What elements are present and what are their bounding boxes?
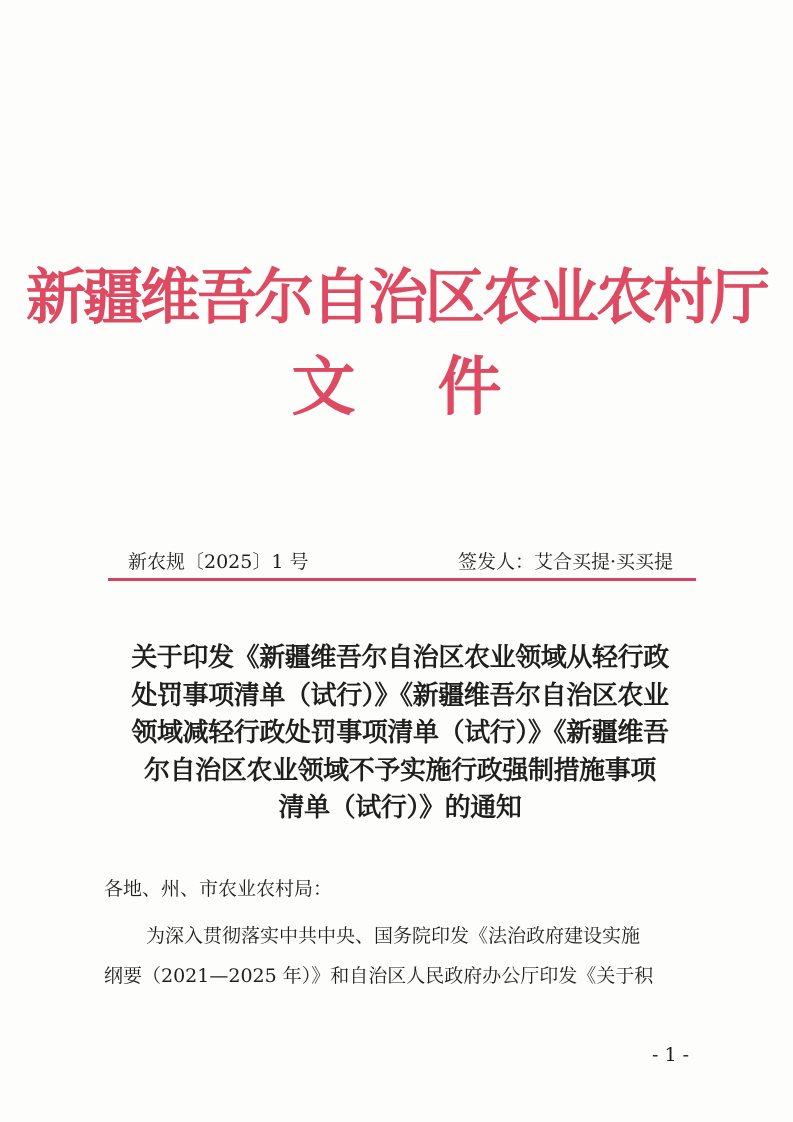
body-line: 为深入贯彻落实中共中央、国务院印发《法治政府建设实施	[146, 925, 641, 947]
masthead-org-name: 新疆维吾尔自治区农业农村厅	[26, 263, 767, 333]
notice-title	[100, 640, 700, 828]
signer: 签发人：艾合买提·买买提	[457, 551, 673, 573]
title-line: 关于印发《新疆维吾尔自治区农业领域从轻行政	[131, 643, 669, 673]
masthead-doc-char: 件	[437, 350, 502, 425]
body-line: 纲要（2021—2025 年）》和自治区人民政府办公厅印发《关于积	[104, 965, 654, 987]
page-number: - 1 -	[651, 1044, 689, 1066]
document-number: 新农规〔2025〕1 号	[128, 551, 309, 573]
body-paragraph	[104, 916, 694, 996]
title-line: 清单（试行）》的通知	[278, 793, 522, 823]
red-divider	[108, 578, 696, 581]
salutation: 各地、州、市农业农村局：	[104, 878, 333, 900]
title-line: 尔自治区农业领域不予实施行政强制措施事项	[143, 755, 656, 786]
masthead-doc-char: 文	[291, 350, 356, 425]
masthead-document-label	[0, 350, 793, 426]
title-line: 领域减轻行政处罚事项清单（试行）》《新疆维吾	[131, 718, 669, 748]
title-line: 处罚事项清单（试行）》《新疆维吾尔自治区农业	[131, 680, 669, 711]
